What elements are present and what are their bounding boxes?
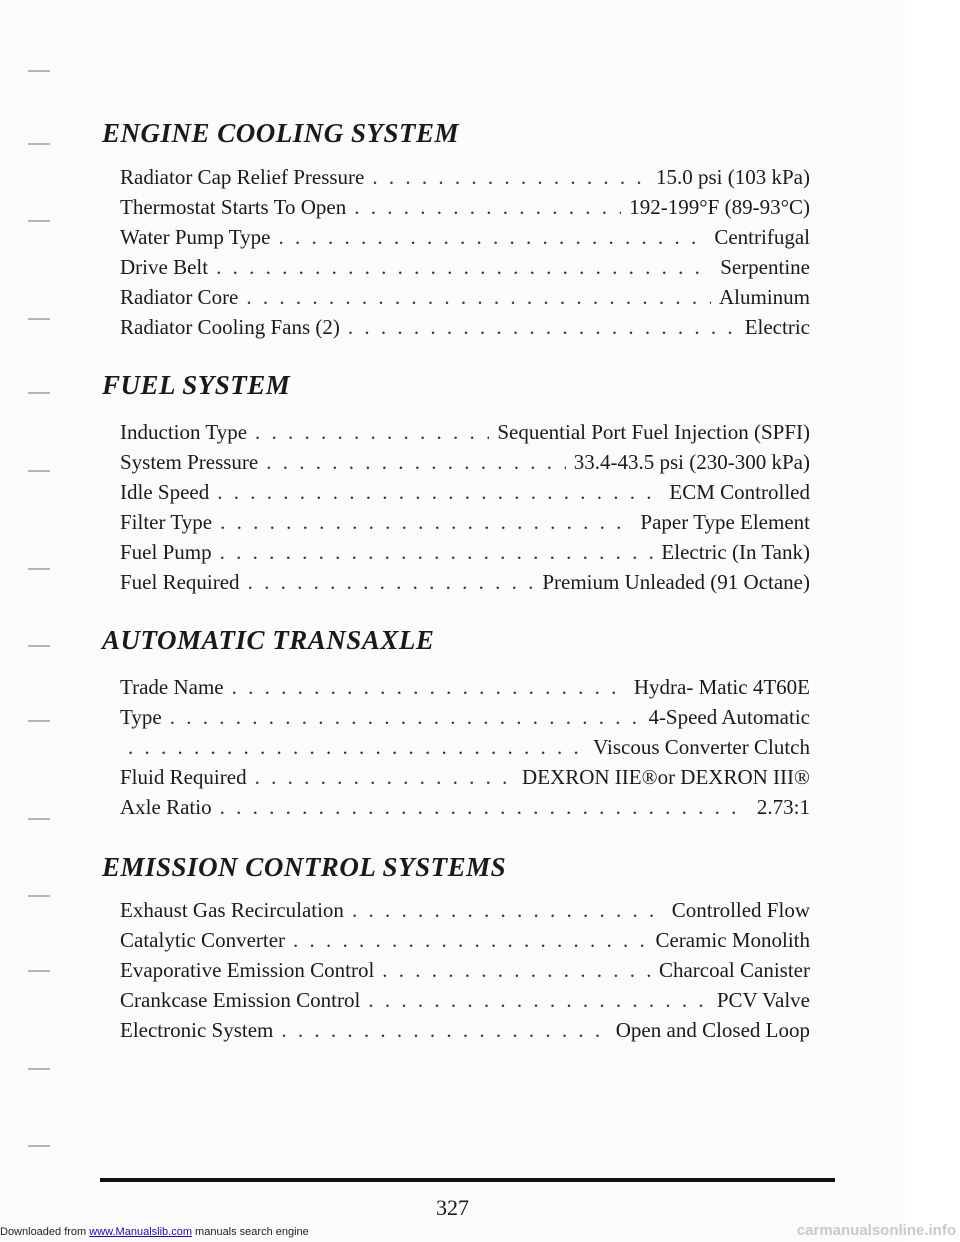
spec-value: Ceramic Monolith bbox=[655, 928, 810, 952]
dot-leader bbox=[348, 315, 737, 340]
spec-value: 4-Speed Automatic bbox=[648, 705, 810, 729]
section-title-engine-cooling: ENGINE COOLING SYSTEM bbox=[102, 118, 460, 148]
spec-label: Radiator Cooling Fans (2) bbox=[120, 315, 340, 339]
spec-label: Drive Belt bbox=[120, 255, 209, 279]
dot-leader bbox=[352, 898, 664, 923]
spec-value: Sequential Port Fuel Injection (SPFI) bbox=[497, 420, 810, 444]
spec-row bbox=[120, 480, 810, 510]
dot-leader bbox=[278, 225, 706, 250]
spec-value: 15.0 psi (103 kPa) bbox=[656, 165, 810, 189]
dot-leader bbox=[281, 1018, 607, 1043]
spec-label: Crankcase Emission Control bbox=[120, 988, 361, 1012]
dot-leader bbox=[255, 420, 489, 445]
dot-leader bbox=[170, 705, 641, 730]
spec-row bbox=[120, 255, 810, 285]
spec-value: 192-199°F (89-93°C) bbox=[629, 195, 810, 219]
section-title-emission-control: EMISSION CONTROL SYSTEMS bbox=[102, 852, 507, 882]
spec-row bbox=[120, 195, 810, 225]
spec-label: Fuel Pump bbox=[120, 540, 212, 564]
dot-leader bbox=[255, 765, 514, 790]
spec-row bbox=[120, 705, 810, 735]
spec-value: Centrifugal bbox=[714, 225, 810, 249]
dot-leader bbox=[220, 510, 632, 535]
spec-value: Serpentine bbox=[720, 255, 810, 279]
dot-leader bbox=[354, 195, 621, 220]
dot-leader bbox=[293, 928, 647, 953]
footer-rule bbox=[100, 1178, 835, 1182]
spec-row bbox=[120, 450, 810, 480]
dot-leader bbox=[266, 450, 566, 475]
spec-label: Axle Ratio bbox=[120, 795, 212, 819]
download-note-prefix: Downloaded from bbox=[0, 1226, 87, 1238]
manualslib-link[interactable]: www.Manualslib.com bbox=[89, 1226, 192, 1238]
spec-row bbox=[120, 958, 810, 988]
dot-leader bbox=[128, 735, 585, 760]
spec-row-continuation bbox=[120, 735, 810, 765]
spec-value: ECM Controlled bbox=[669, 480, 810, 504]
spec-row bbox=[120, 510, 810, 540]
spec-value: 2.73:1 bbox=[756, 795, 810, 819]
spec-row bbox=[120, 795, 810, 825]
spec-row bbox=[120, 285, 810, 315]
spec-row bbox=[120, 675, 810, 705]
spec-row bbox=[120, 420, 810, 450]
dot-leader bbox=[217, 480, 661, 505]
spec-label: Radiator Cap Relief Pressure bbox=[120, 165, 365, 189]
spec-label: Evaporative Emission Control bbox=[120, 958, 375, 982]
spec-label: Water Pump Type bbox=[120, 225, 271, 249]
dot-leader bbox=[372, 165, 648, 190]
spec-value: Aluminum bbox=[718, 285, 810, 309]
spec-row bbox=[120, 988, 810, 1018]
spec-value: Controlled Flow bbox=[671, 898, 810, 922]
dot-leader bbox=[220, 795, 749, 820]
spec-value: 33.4-43.5 psi (230-300 kPa) bbox=[573, 450, 810, 474]
download-note bbox=[0, 1226, 309, 1238]
dot-leader bbox=[246, 285, 711, 310]
dot-leader bbox=[248, 570, 535, 595]
spec-row bbox=[120, 165, 810, 195]
section-title-fuel-system: FUEL SYSTEM bbox=[102, 370, 291, 400]
spec-label: Catalytic Converter bbox=[120, 928, 286, 952]
spec-row bbox=[120, 570, 810, 600]
spec-row bbox=[120, 765, 810, 795]
spec-label: Filter Type bbox=[120, 510, 213, 534]
spec-label: Induction Type bbox=[120, 420, 248, 444]
dot-leader bbox=[368, 988, 709, 1013]
section-title-automatic-transaxle: AUTOMATIC TRANSAXLE bbox=[102, 625, 435, 655]
spec-row bbox=[120, 315, 810, 345]
watermark: carmanualsonline.info bbox=[796, 1222, 956, 1239]
spec-label: Idle Speed bbox=[120, 480, 210, 504]
spec-value: DEXRON IIE®or DEXRON III® bbox=[522, 765, 810, 789]
spec-value: Electric bbox=[744, 315, 810, 339]
spec-label: Thermostat Starts To Open bbox=[120, 195, 347, 219]
page-number: 327 bbox=[436, 1195, 469, 1220]
spec-row bbox=[120, 225, 810, 255]
spec-row bbox=[120, 540, 810, 570]
spec-value: Paper Type Element bbox=[640, 510, 810, 534]
spec-value: Open and Closed Loop bbox=[615, 1018, 810, 1042]
spec-row bbox=[120, 928, 810, 958]
dot-leader bbox=[232, 675, 626, 700]
spec-label: Fuel Required bbox=[120, 570, 240, 594]
spec-row bbox=[120, 1018, 810, 1048]
spec-value: Hydra- Matic 4T60E bbox=[633, 675, 810, 699]
spec-value: Charcoal Canister bbox=[658, 958, 810, 982]
spec-label: Trade Name bbox=[120, 675, 224, 699]
dot-leader bbox=[220, 540, 654, 565]
spec-label: Radiator Core bbox=[120, 285, 239, 309]
spec-label: Electronic System bbox=[120, 1018, 274, 1042]
spec-label: Type bbox=[120, 705, 162, 729]
spec-label: System Pressure bbox=[120, 450, 259, 474]
dot-leader bbox=[382, 958, 651, 983]
spec-row bbox=[120, 898, 810, 928]
spec-value: Electric (In Tank) bbox=[661, 540, 810, 564]
spec-value: PCV Valve bbox=[716, 988, 810, 1012]
spec-label: Fluid Required bbox=[120, 765, 247, 789]
spec-label: Exhaust Gas Recirculation bbox=[120, 898, 344, 922]
spec-value: Premium Unleaded (91 Octane) bbox=[542, 570, 810, 594]
spec-value: Viscous Converter Clutch bbox=[593, 735, 810, 759]
download-note-suffix: manuals search engine bbox=[195, 1226, 309, 1238]
dot-leader bbox=[216, 255, 712, 280]
